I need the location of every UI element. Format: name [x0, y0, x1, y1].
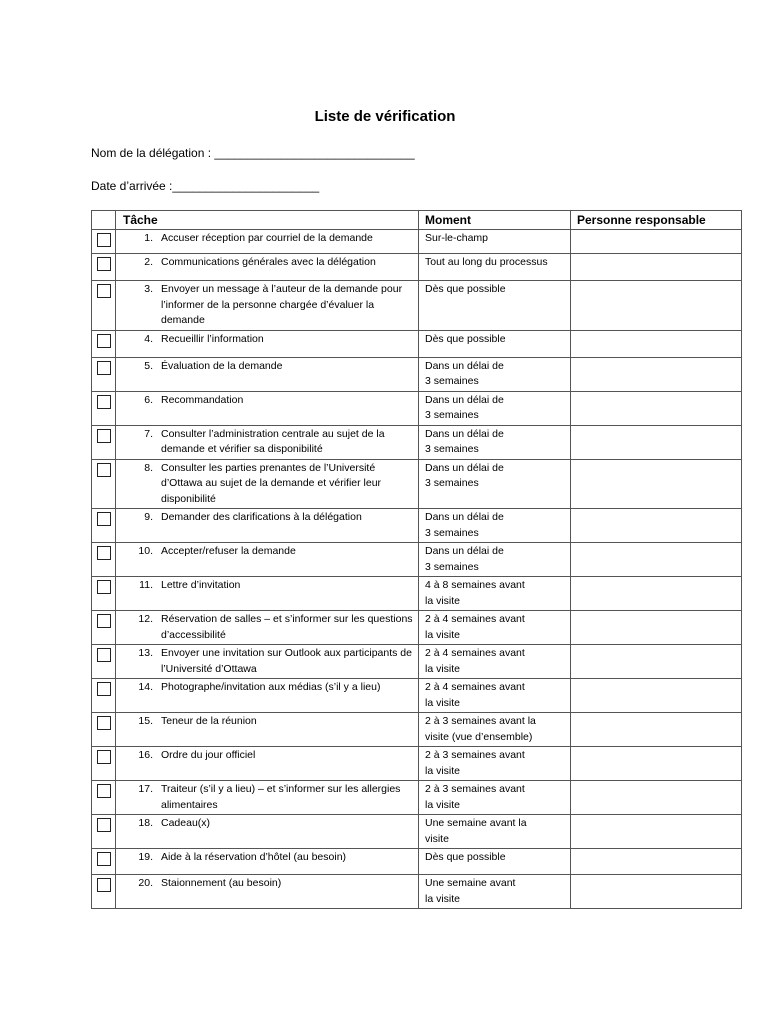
checkbox-cell — [92, 230, 116, 254]
responsible-person-cell[interactable] — [571, 781, 742, 815]
moment-text: Tout au long du processus — [425, 256, 548, 268]
task-cell — [116, 645, 419, 679]
task-number: 18. — [138, 817, 153, 829]
table-row — [92, 645, 742, 679]
task-text: Demander des clarifications à la délégation — [161, 511, 362, 523]
responsible-person-cell[interactable] — [571, 849, 742, 875]
task-checkbox[interactable] — [97, 716, 111, 730]
responsible-person-cell[interactable] — [571, 611, 742, 645]
task-checkbox[interactable] — [97, 361, 111, 375]
table-row — [92, 781, 742, 815]
task-cell — [116, 230, 419, 254]
moment-text: Sur-le-champ — [425, 232, 489, 244]
task-text: Consulter les parties prenantes de l’Université d’Ottawa au sujet de la demande et vérifier leur disponibilité — [161, 461, 382, 505]
task-checkbox[interactable] — [97, 818, 111, 832]
task-column-header: Tâche — [116, 211, 419, 230]
task-number: 7. — [144, 427, 153, 440]
task-number: 11. — [139, 579, 153, 591]
task-number: 9. — [144, 511, 153, 523]
table-row — [92, 713, 742, 747]
task-text: Évaluation de la demande — [161, 359, 283, 372]
task-number: 14. — [138, 681, 153, 693]
task-checkbox[interactable] — [97, 546, 111, 560]
task-text: Recueillir l’information — [161, 332, 264, 345]
task-checkbox[interactable] — [97, 750, 111, 764]
table-row — [92, 577, 742, 611]
task-cell — [116, 815, 419, 849]
task-cell — [116, 781, 419, 815]
task-number: 16. — [138, 749, 153, 761]
checkbox-cell — [92, 425, 116, 459]
responsible-person-cell[interactable] — [571, 425, 742, 459]
checkbox-cell — [92, 849, 116, 875]
task-text: Communications générales avec la délégation — [161, 256, 376, 268]
moment-text: Dès que possible — [425, 851, 506, 863]
table-row — [92, 543, 742, 577]
task-cell — [116, 713, 419, 747]
moment-cell — [419, 281, 571, 331]
responsible-person-cell[interactable] — [571, 391, 742, 425]
responsible-person-cell[interactable] — [571, 543, 742, 577]
task-text: Staionnement (au besoin) — [161, 877, 282, 889]
task-checkbox[interactable] — [97, 682, 111, 696]
task-checkbox[interactable] — [97, 648, 111, 662]
moment-text: Une semaine avant la visite — [425, 877, 516, 905]
moment-cell — [419, 781, 571, 815]
task-checkbox[interactable] — [97, 429, 111, 443]
task-text: Cadeau(x) — [161, 817, 211, 829]
task-checkbox[interactable] — [97, 614, 111, 628]
task-cell — [116, 543, 419, 577]
task-number: 19. — [138, 851, 153, 863]
table-row — [92, 459, 742, 509]
checkbox-cell — [92, 747, 116, 781]
task-cell — [116, 679, 419, 713]
task-checkbox[interactable] — [97, 852, 111, 866]
moment-cell — [419, 425, 571, 459]
table-header-row — [92, 211, 742, 230]
table-row — [92, 747, 742, 781]
delegation-name-field[interactable]: Nom de la délégation : ______________________________ — [91, 146, 415, 160]
task-cell — [116, 391, 419, 425]
moment-cell — [419, 391, 571, 425]
moment-cell — [419, 509, 571, 543]
table-row — [92, 849, 742, 875]
table-row — [92, 611, 742, 645]
moment-cell — [419, 357, 571, 391]
task-checkbox[interactable] — [97, 257, 111, 271]
task-number: 17. — [138, 783, 153, 795]
task-cell — [116, 849, 419, 875]
checkbox-cell — [92, 330, 116, 357]
moment-cell — [419, 875, 571, 909]
table-row — [92, 425, 742, 459]
task-text: Envoyer une invitation sur Outlook aux participants de l’Université d’Ottawa — [161, 647, 412, 675]
checkbox-cell — [92, 357, 116, 391]
moment-text: Dès que possible — [425, 283, 506, 295]
checkbox-cell — [92, 254, 116, 281]
responsible-person-cell[interactable] — [571, 815, 742, 849]
moment-text: 2 à 3 semaines avant la visite (vue d’ensemble) — [425, 715, 536, 743]
checkbox-cell — [92, 543, 116, 577]
task-text: Aide à la réservation d’hôtel (au besoin) — [161, 851, 347, 863]
task-cell — [116, 281, 419, 331]
task-number: 12. — [138, 613, 153, 625]
task-number: 5. — [144, 359, 153, 372]
moment-text: 2 à 3 semaines avant la visite — [425, 783, 525, 811]
task-number: 2. — [144, 256, 153, 268]
moment-cell — [419, 254, 571, 281]
task-checkbox[interactable] — [97, 233, 111, 247]
task-number: 6. — [144, 393, 153, 406]
task-cell — [116, 747, 419, 781]
moment-text: 2 à 4 semaines avant la visite — [425, 647, 525, 675]
task-number: 13. — [138, 647, 153, 659]
responsible-person-cell[interactable] — [571, 747, 742, 781]
table-row — [92, 281, 742, 331]
responsible-person-cell[interactable] — [571, 230, 742, 254]
moment-column-header: Moment — [419, 211, 571, 230]
table-row — [92, 357, 742, 391]
moment-cell — [419, 713, 571, 747]
moment-text: Une semaine avant la visite — [425, 817, 527, 845]
task-text: Envoyer un message à l’auteur de la demande pour l’informer de la personne chargée d’évaluer la demande — [161, 283, 403, 326]
moment-text: 2 à 3 semaines avant la visite — [425, 749, 525, 777]
moment-cell — [419, 543, 571, 577]
arrival-date-field[interactable]: Date d’arrivée :______________________ — [91, 179, 320, 193]
responsible-person-cell[interactable] — [571, 330, 742, 357]
moment-cell — [419, 230, 571, 254]
task-text: Recommandation — [161, 393, 244, 406]
moment-text: Dans un délai de 3 semaines — [425, 511, 504, 539]
moment-cell — [419, 645, 571, 679]
task-cell — [116, 459, 419, 509]
moment-text: 2 à 4 semaines avant la visite — [425, 681, 525, 709]
checkbox-cell — [92, 391, 116, 425]
checkbox-cell — [92, 577, 116, 611]
responsible-person-cell[interactable] — [571, 577, 742, 611]
task-checkbox[interactable] — [97, 784, 111, 798]
moment-cell — [419, 679, 571, 713]
moment-cell — [419, 815, 571, 849]
page-title: Liste de vérification — [314, 108, 456, 125]
checkbox-cell — [92, 713, 116, 747]
checkbox-cell — [92, 281, 116, 331]
checkbox-cell — [92, 509, 116, 543]
moment-cell — [419, 577, 571, 611]
task-number: 1. — [144, 232, 153, 244]
moment-cell — [419, 459, 571, 509]
task-text: Accuser réception par courriel de la demande — [161, 232, 373, 244]
responsible-person-cell[interactable] — [571, 875, 742, 909]
moment-text: Dans un délai de 3 semaines — [425, 545, 504, 573]
task-number: 15. — [138, 715, 153, 727]
checkbox-column-header — [92, 211, 116, 230]
moment-cell — [419, 849, 571, 875]
checkbox-cell — [92, 679, 116, 713]
moment-text: Dans un délai de 3 semaines — [425, 461, 504, 489]
table-row — [92, 815, 742, 849]
checklist-table — [91, 210, 742, 909]
checkbox-cell — [92, 459, 116, 509]
task-checkbox[interactable] — [97, 334, 111, 348]
task-cell — [116, 611, 419, 645]
responsible-person-cell[interactable] — [571, 509, 742, 543]
task-checkbox[interactable] — [97, 395, 111, 409]
task-number: 10. — [138, 545, 153, 557]
task-number: 4. — [144, 332, 153, 345]
moment-text: 4 à 8 semaines avant la visite — [425, 579, 525, 607]
task-checkbox[interactable] — [97, 284, 111, 298]
task-number: 8. — [144, 461, 153, 474]
task-cell — [116, 509, 419, 543]
table-row — [92, 509, 742, 543]
task-text: Traiteur (s’il y a lieu) – et s’informer sur les allergies alimentaires — [161, 783, 401, 811]
responsible-person-cell[interactable] — [571, 459, 742, 509]
task-cell — [116, 577, 419, 611]
task-text: Teneur de la réunion — [161, 715, 257, 727]
table-row — [92, 254, 742, 281]
responsible-person-cell[interactable] — [571, 357, 742, 391]
person-column-header: Personne responsable — [571, 211, 742, 230]
task-text: Consulter l’administration centrale au sujet de la demande et vérifier sa disponibilité — [161, 427, 385, 455]
task-text: Ordre du jour officiel — [161, 749, 256, 761]
table-row — [92, 875, 742, 909]
task-cell — [116, 425, 419, 459]
table-row — [92, 230, 742, 254]
task-cell — [116, 357, 419, 391]
checkbox-cell — [92, 645, 116, 679]
checkbox-cell — [92, 875, 116, 909]
checkbox-cell — [92, 815, 116, 849]
responsible-person-cell[interactable] — [571, 281, 742, 331]
moment-cell — [419, 330, 571, 357]
responsible-person-cell[interactable] — [571, 645, 742, 679]
table-row — [92, 330, 742, 357]
responsible-person-cell[interactable] — [571, 254, 742, 281]
task-number: 20. — [138, 877, 153, 889]
task-cell — [116, 875, 419, 909]
moment-text: Dans un délai de 3 semaines — [425, 359, 504, 387]
task-checkbox[interactable] — [97, 580, 111, 594]
moment-text: Dès que possible — [425, 332, 506, 345]
task-checkbox[interactable] — [97, 463, 111, 477]
task-checkbox[interactable] — [97, 878, 111, 892]
task-number: 3. — [144, 283, 153, 295]
responsible-person-cell[interactable] — [571, 713, 742, 747]
moment-cell — [419, 611, 571, 645]
moment-cell — [419, 747, 571, 781]
task-cell — [116, 330, 419, 357]
table-row — [92, 679, 742, 713]
task-checkbox[interactable] — [97, 512, 111, 526]
responsible-person-cell[interactable] — [571, 679, 742, 713]
task-text: Réservation de salles – et s’informer sur les questions d’accessibilité — [161, 613, 413, 641]
moment-text: Dans un délai de 3 semaines — [425, 393, 504, 421]
task-text: Lettre d’invitation — [161, 579, 241, 591]
task-text: Accepter/refuser la demande — [161, 545, 296, 557]
table-row — [92, 391, 742, 425]
task-cell — [116, 254, 419, 281]
moment-text: Dans un délai de 3 semaines — [425, 427, 504, 455]
checkbox-cell — [92, 611, 116, 645]
task-text: Photographe/invitation aux médias (s’il y a lieu) — [161, 681, 381, 693]
moment-text: 2 à 4 semaines avant la visite — [425, 613, 525, 641]
checkbox-cell — [92, 781, 116, 815]
checklist-rows — [92, 230, 742, 909]
